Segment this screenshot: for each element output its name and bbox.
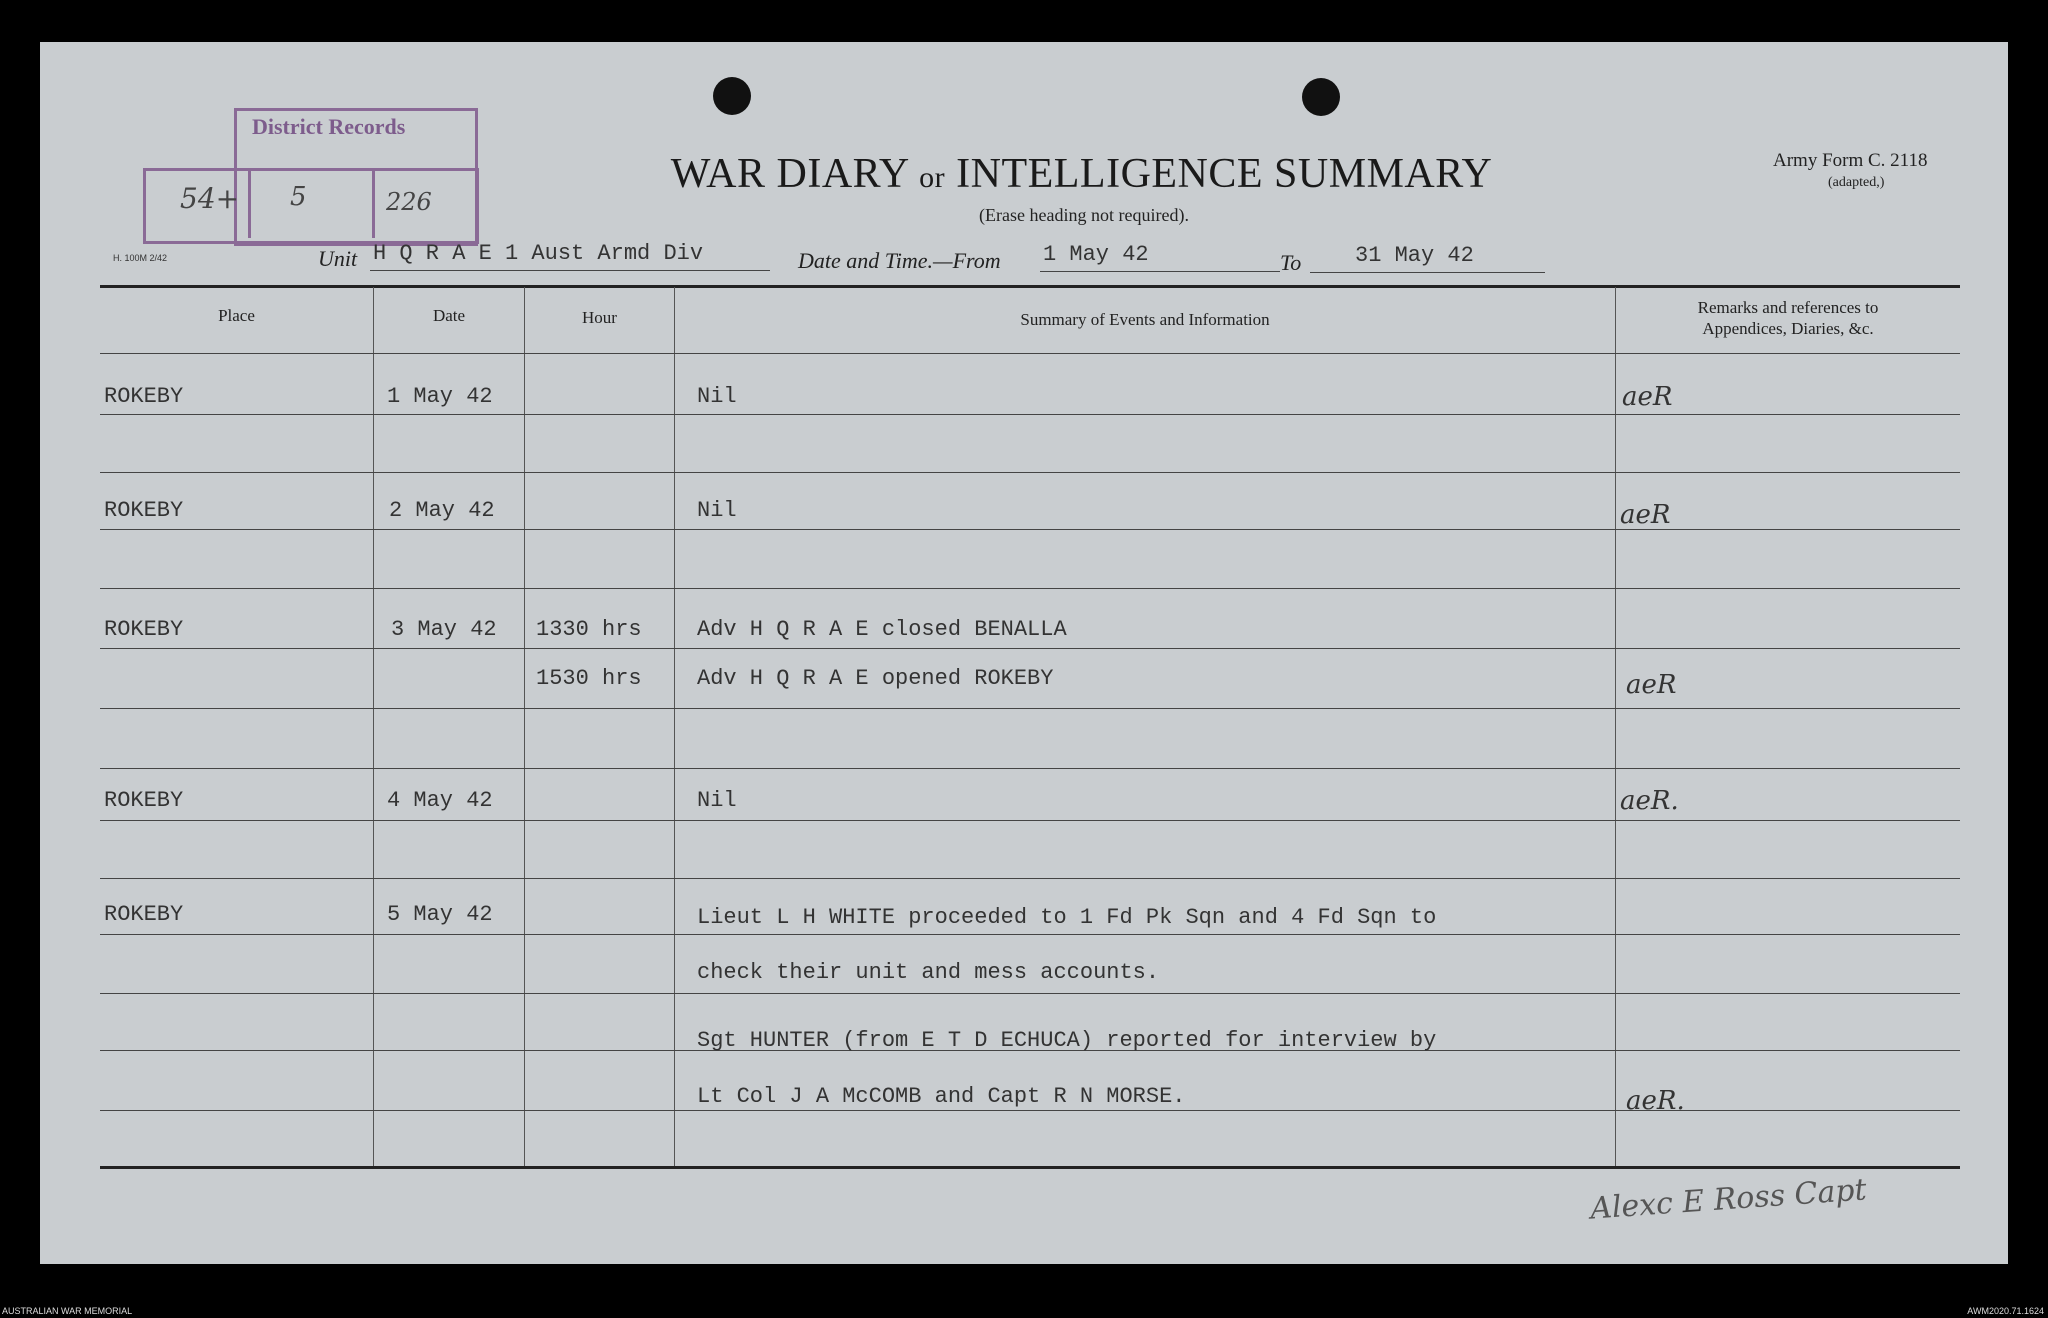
stamp-cell-3: 226 — [386, 188, 432, 216]
date-to-value: 31 May 42 — [1355, 243, 1474, 268]
column-divider-date — [524, 287, 525, 1166]
entry-5-summary: Nil — [697, 788, 737, 813]
date-from-value: 1 May 42 — [1043, 242, 1149, 267]
officer-signature: Alexc E Ross Capt — [1589, 1172, 1868, 1227]
table-bottom-border — [100, 1166, 1960, 1169]
entry-7-summary: check their unit and mess accounts. — [697, 960, 1160, 985]
row-rule — [100, 878, 1960, 879]
row-rule — [100, 588, 1960, 589]
punch-hole-right — [1302, 78, 1340, 116]
print-code: H. 100M 2/42 — [113, 253, 168, 263]
entry-4-initials: aeR — [1626, 670, 1677, 700]
title-intelligence-summary: INTELLIGENCE SUMMARY — [956, 151, 1493, 197]
row-rule — [100, 768, 1960, 769]
form-note: (adapted,) — [1828, 175, 1885, 190]
column-divider-hour — [674, 287, 675, 1166]
unit-label: Unit — [318, 246, 358, 271]
entry-2-date: 2 May 42 — [389, 498, 495, 523]
entry-3-date: 3 May 42 — [391, 617, 497, 642]
entry-3-place: ROKEBY — [104, 617, 184, 642]
title-war-diary: WAR DIARY — [670, 151, 909, 197]
entry-6-summary: Lieut L H WHITE proceeded to 1 Fd Pk Sqn and 4 Fd Sqn to — [697, 905, 1437, 930]
column-divider-place — [373, 287, 374, 1166]
entry-3-summary: Adv H Q R A E closed BENALLA — [697, 617, 1067, 642]
header-rule — [100, 353, 1960, 354]
entry-8-summary: Sgt HUNTER (from E T D ECHUCA) reported for interview by — [697, 1028, 1437, 1053]
row-rule — [100, 820, 1960, 821]
entry-2-summary: Nil — [697, 498, 737, 523]
row-rule — [100, 993, 1960, 994]
entry-5-place: ROKEBY — [104, 788, 184, 813]
column-header-remarks-line1: Remarks and references to — [1697, 298, 1879, 317]
row-rule — [100, 648, 1960, 649]
row-rule — [100, 529, 1960, 530]
stamp-label: District Records — [252, 114, 406, 139]
entry-3-hour: 1330 hrs — [536, 617, 642, 642]
entry-5-initials: aeR. — [1620, 786, 1679, 816]
unit-value: H Q R A E 1 Aust Armd Div — [373, 241, 704, 266]
row-rule — [100, 414, 1960, 415]
entry-6-date: 5 May 42 — [387, 902, 493, 927]
date-to-label: To — [1280, 250, 1302, 275]
form-title — [0, 150, 2048, 198]
column-header-remarks-line2: Appendices, Diaries, &c. — [1702, 319, 1874, 338]
column-divider-summary — [1615, 287, 1616, 1166]
form-subtitle: (Erase heading not required). — [979, 205, 1189, 225]
form-number: Army Form C. 2118 — [1773, 150, 1928, 171]
date-from-underline — [1040, 271, 1280, 272]
stamp-cell-1: 54+ — [180, 182, 240, 215]
entry-2-place: ROKEBY — [104, 498, 184, 523]
entry-9-summary: Lt Col J A McCOMB and Capt R N MORSE. — [697, 1084, 1186, 1109]
punch-hole-left — [713, 77, 751, 115]
table-top-border — [100, 285, 1960, 288]
date-to-underline — [1310, 272, 1545, 273]
entry-1-initials: aeR — [1622, 382, 1673, 412]
column-header-summary: Summary of Events and Information — [1020, 310, 1270, 329]
column-header-hour: Hour — [582, 308, 617, 327]
footer-item-id: AWM2020.71.1624 — [1967, 1306, 2044, 1316]
row-rule — [100, 708, 1960, 709]
entry-4-summary: Adv H Q R A E opened ROKEBY — [697, 666, 1054, 691]
entry-5-date: 4 May 42 — [387, 788, 493, 813]
entry-1-place: ROKEBY — [104, 384, 184, 409]
unit-underline — [370, 270, 770, 271]
entry-2-initials: aeR — [1620, 500, 1671, 530]
entry-4-hour: 1530 hrs — [536, 666, 642, 691]
row-rule — [100, 472, 1960, 473]
title-or: or — [919, 161, 946, 194]
footer-archive-name: AUSTRALIAN WAR MEMORIAL — [2, 1306, 133, 1316]
entry-1-date: 1 May 42 — [387, 384, 493, 409]
date-from-label: Date and Time.—From — [798, 248, 1001, 273]
row-rule — [100, 934, 1960, 935]
entry-9-initials: aeR. — [1626, 1086, 1685, 1116]
column-header-place: Place — [218, 306, 255, 325]
entry-6-place: ROKEBY — [104, 902, 184, 927]
column-header-date: Date — [432, 306, 466, 325]
stamp-cell-2: 5 — [290, 182, 307, 212]
entry-1-summary: Nil — [697, 384, 737, 409]
